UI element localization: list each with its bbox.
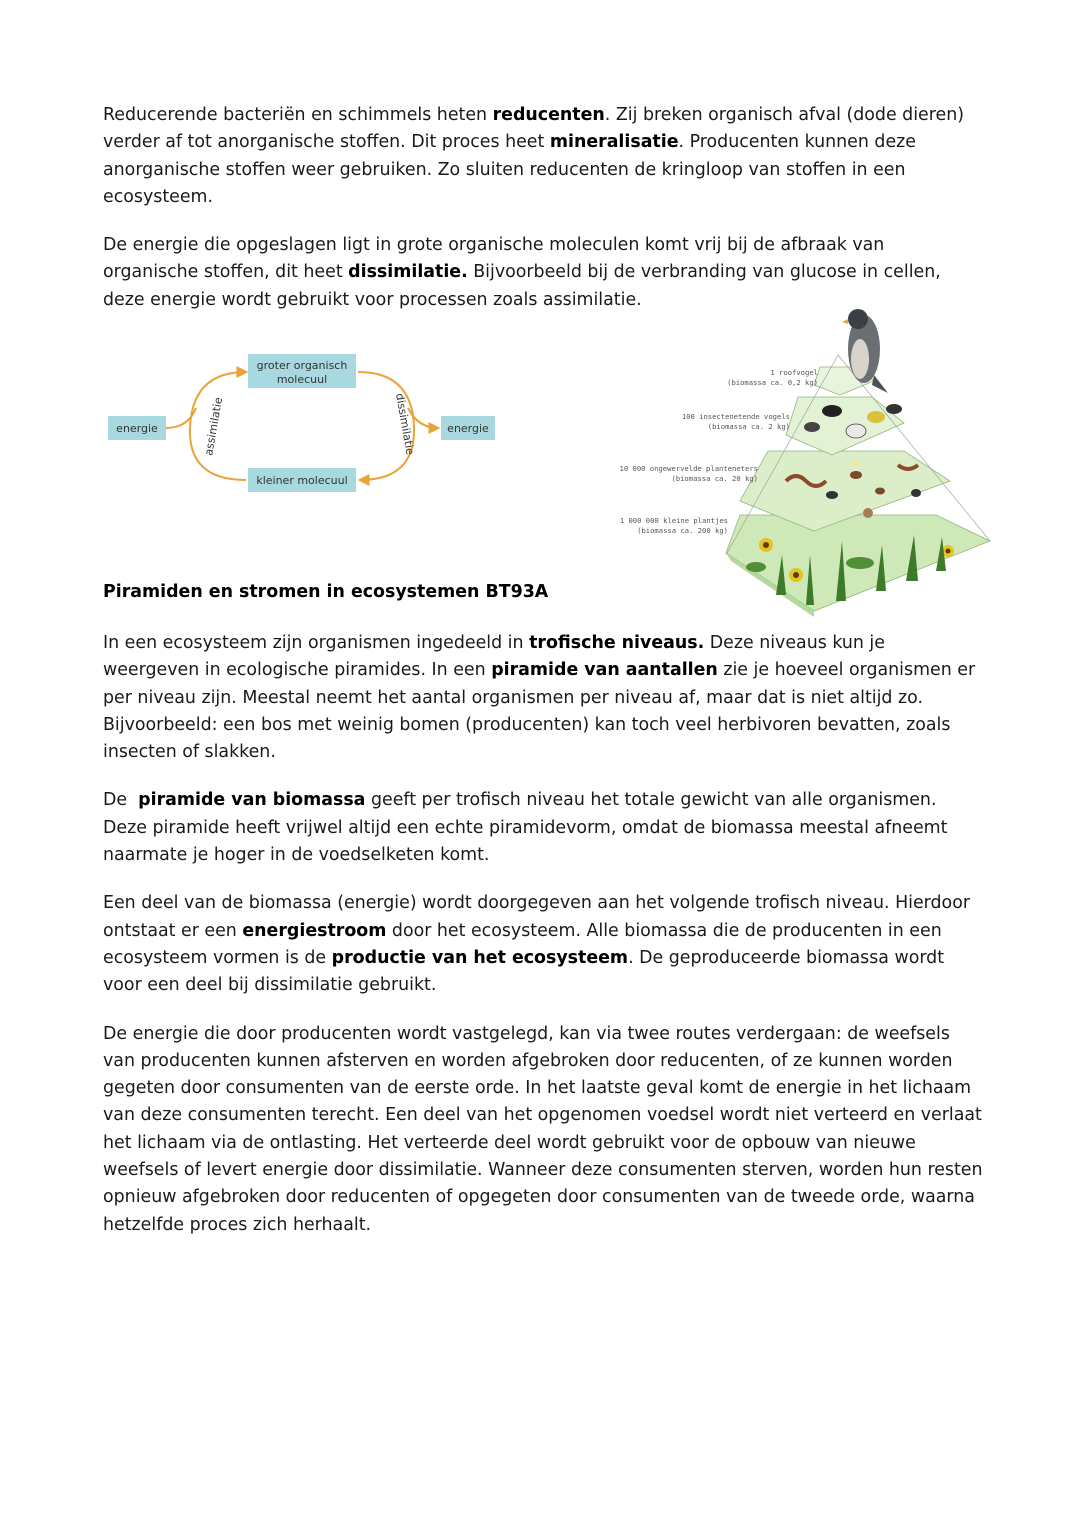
plants-label-2: (biomassa ca. 200 kg) xyxy=(637,526,728,535)
text-block-top xyxy=(103,102,983,314)
term-energiestroom: energiestroom xyxy=(242,920,387,941)
large-molecule-line1: groter organisch xyxy=(256,359,348,372)
invertebrates-label-2: (biomassa ca. 20 kg) xyxy=(671,474,758,483)
term-piramide-aantallen: piramide van aantallen xyxy=(491,660,718,681)
pyramid-level-birds xyxy=(786,397,904,455)
paragraph-trofische-niveaus: In een ecosysteem zijn organismen ingedeeld in trofische niveaus. Deze niveaus kun je weergeven in ecologische piramides. In een piramide van aantallen zie je hoeveel organismen er per niveau zijn. Meestal neemt het aantal organismen per niveau af, maar dat is niet altijd zo. Bijvoorbeeld: een bos met weinig bomen (producenten) kan toch veel herbivoren bevatten, zoals insecten of slakken. xyxy=(103,633,976,763)
birds-label-2: (biomassa ca. 2 kg) xyxy=(707,422,790,431)
large-molecule-line2: molecuul xyxy=(276,373,328,386)
term-dissimilatie: dissimilatie. xyxy=(348,262,468,283)
paragraph-biomassa: De piramide van biomassa geeft per trofisch niveau het totale gewicht van alle organismen. Deze piramide heeft vrijwel altijd een echte piramidevorm, omdat de biomassa meestal afneemt naarmate je hoger in de voedselketen komt. xyxy=(103,790,948,866)
term-reducenten: reducenten xyxy=(492,105,605,125)
raptor-label-2: (biomassa ca. 0,2 kg) xyxy=(727,378,818,387)
paragraph-reducenten: Reducerende bacteriën en schimmels heten reducenten. Zij breken organisch afval (dode dieren) verder af tot anorganische stoffen. Dit proces heet mineralisatie. Producenten kunnen deze anorganische stoffen weer gebruiken. Zo sluiten reducenten de kringloop van stoffen in een ecosysteem. xyxy=(103,105,965,207)
invertebrates-label-1: 10 000 ongewervelde planteneters xyxy=(619,464,758,473)
raptor-label-1: 1 roofvogel xyxy=(770,368,818,377)
text-block-bottom xyxy=(103,630,983,1239)
energy-out-label: energie xyxy=(447,422,489,435)
term-trofische-niveaus: trofische niveaus. xyxy=(529,633,705,653)
energy-cycle-diagram xyxy=(108,348,500,498)
small-molecule-label: kleiner molecuul xyxy=(256,474,348,487)
term-mineralisatie: mineralisatie xyxy=(549,132,679,153)
birds-label-1: 100 insectenetende vogels xyxy=(681,412,790,421)
assimilatie-label: assimilatie xyxy=(202,396,226,457)
paragraph-routes: De energie die door producenten wordt vastgelegd, kan via twee routes verdergaan: de weefsels van producenten kunnen afsterven en worden afgebroken door reducenten, of ze kunnen worden gegeten door consumenten van de eerste orde. In het laatste geval komt de energie in het lichaam van deze consumenten terecht. Een deel van het opgenomen voedsel wordt niet verteerd en verlaat het lichaam via de ontlasting. Het verteerde deel wordt gebruikt voor de opbouw van nieuwe weefsels of levert energie door dissimilatie. Wanneer deze consumenten sterven, worden hun resten opnieuw afgebroken door reducenten of opgegeten door consumenten van de tweede orde, waarna hetzelfde proces zich herhaalt. xyxy=(103,1023,983,1235)
paragraph-energiestroom: Een deel van de biomassa (energie) wordt doorgegeven aan het volgende trofisch niveau. Hierdoor ontstaat er een energiestroom door het ecosysteem. Alle biomassa die de producenten in een ecosysteem vormen is de productie van het ecosysteem. De geproduceerde biomassa wordt voor een deel bij dissimilatie gebruikt. xyxy=(103,893,970,996)
energy-in-label: energie xyxy=(116,422,158,435)
term-piramide-biomassa: piramide van biomassa xyxy=(138,790,366,811)
biomass-pyramid-illustration xyxy=(619,305,996,617)
plants-label-1: 1 000 000 kleine plantjes xyxy=(619,516,728,525)
term-productie: productie van het ecosysteem xyxy=(331,947,629,968)
section-heading: Piramiden en stromen in ecosystemen BT93A xyxy=(103,582,549,602)
dissimilatie-label: dissimilatie xyxy=(393,392,417,456)
paragraph-dissimilatie: De energie die opgeslagen ligt in grote organische moleculen komt vrij bij de afbraak van organische stoffen, dit heet dissimilatie. Bijvoorbeeld bij de verbranding van glucose in cellen, deze energie wordt gebruikt voor processen zoals assimilatie. xyxy=(103,235,941,310)
